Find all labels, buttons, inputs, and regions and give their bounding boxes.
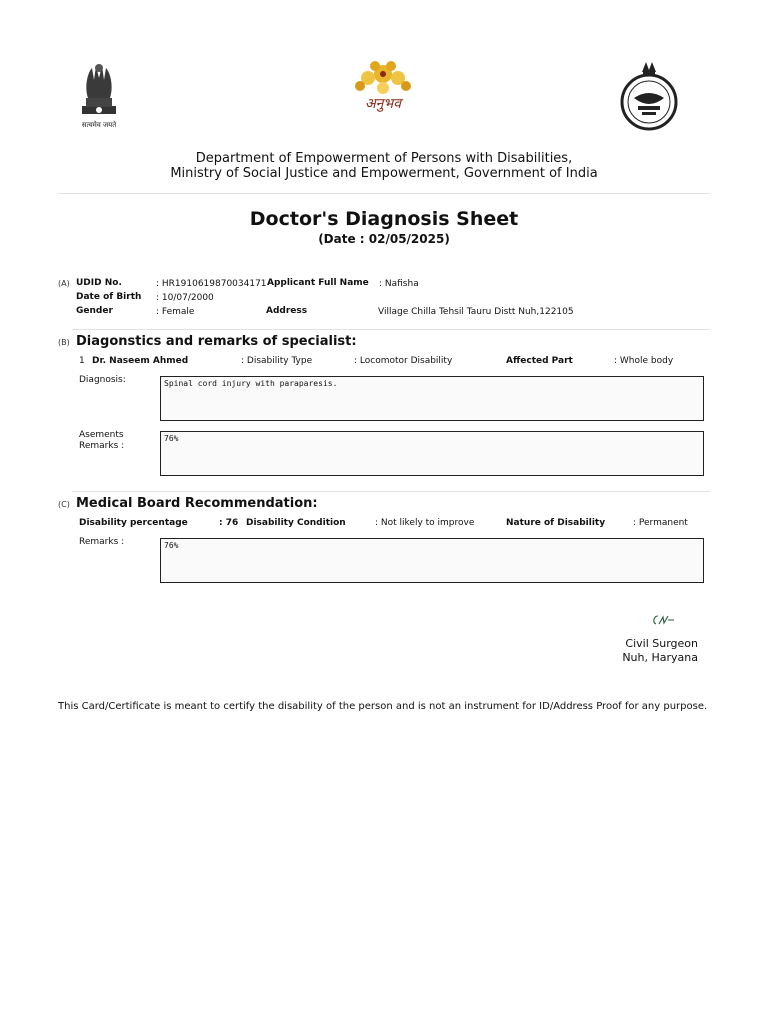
disability-percentage-label: Disability percentage bbox=[79, 518, 188, 528]
haryana-seal-logo bbox=[618, 58, 680, 134]
document-title: Doctor's Diagnosis Sheet bbox=[249, 208, 519, 230]
anubhav-logo-text: अनुभव bbox=[364, 96, 402, 112]
affected-part-value: : Whole body bbox=[614, 356, 674, 366]
disability-type-label: : Disability Type bbox=[241, 356, 313, 366]
signatory-title: Civil Surgeon bbox=[625, 637, 698, 650]
section-c-heading: Medical Board Recommendation: bbox=[76, 496, 318, 511]
udid-value: : HR1910619870034171 bbox=[156, 279, 267, 289]
udid-label: UDID No. bbox=[76, 278, 122, 288]
diagnosis-label: Diagnosis: bbox=[79, 375, 126, 385]
national-emblem-logo bbox=[74, 58, 124, 134]
disability-condition-value: : Not likely to improve bbox=[375, 518, 475, 528]
disability-type-value: : Locomotor Disability bbox=[354, 356, 453, 366]
header-divider bbox=[58, 193, 710, 194]
section-b-divider bbox=[72, 491, 710, 492]
emblem-caption: सत्यमेव जयते bbox=[81, 121, 117, 129]
gender-value: : Female bbox=[156, 307, 195, 317]
dob-label: Date of Birth bbox=[76, 292, 142, 302]
disability-condition-label: Disability Condition bbox=[246, 518, 346, 528]
assessment-label-line1: Asements bbox=[79, 430, 124, 440]
assessment-remarks-box: 76% bbox=[160, 431, 704, 476]
applicant-name-value: : Nafisha bbox=[379, 279, 419, 289]
affected-part-label: Affected Part bbox=[506, 356, 573, 366]
signature-mark bbox=[650, 612, 678, 628]
assessment-label-line2: Remarks : bbox=[79, 441, 125, 451]
specialist-name: Dr. Naseem Ahmed bbox=[92, 356, 189, 366]
address-label: Address bbox=[266, 306, 308, 316]
document-date: (Date : 02/05/2025) bbox=[318, 232, 450, 246]
section-a-marker: (A) bbox=[58, 279, 70, 288]
department-line-1: Department of Empowerment of Persons with Disabilities, bbox=[195, 151, 573, 166]
section-b-heading: Diagonstics and remarks of specialist: bbox=[76, 334, 357, 349]
department-line-2: Ministry of Social Justice and Empowerment, Government of India bbox=[170, 166, 598, 181]
specialist-serial: 1 bbox=[79, 356, 85, 366]
board-remarks-box: 76% bbox=[160, 538, 704, 583]
nature-of-disability-value: : Permanent bbox=[633, 518, 688, 528]
gender-label: Gender bbox=[76, 306, 113, 316]
section-c-marker: (C) bbox=[58, 500, 70, 509]
disability-percentage-value: : 76 bbox=[219, 518, 239, 528]
footer-disclaimer: This Card/Certificate is meant to certify the disability of the person and is not an instrument for ID/Address Proof for any purpose. bbox=[58, 701, 708, 712]
nature-of-disability-label: Nature of Disability bbox=[506, 518, 606, 528]
diagnosis-box: Spinal cord injury with paraparesis. bbox=[160, 376, 704, 421]
section-b-marker: (B) bbox=[58, 338, 70, 347]
signatory-location: Nuh, Haryana bbox=[622, 651, 698, 664]
anubhav-logo bbox=[348, 58, 418, 120]
section-a-divider bbox=[72, 329, 710, 330]
dob-value: : 10/07/2000 bbox=[156, 293, 214, 303]
address-value: Village Chilla Tehsil Tauru Distt Nuh,122105 bbox=[378, 307, 574, 317]
applicant-name-label: Applicant Full Name bbox=[267, 278, 369, 288]
board-remarks-label: Remarks : bbox=[79, 537, 125, 547]
